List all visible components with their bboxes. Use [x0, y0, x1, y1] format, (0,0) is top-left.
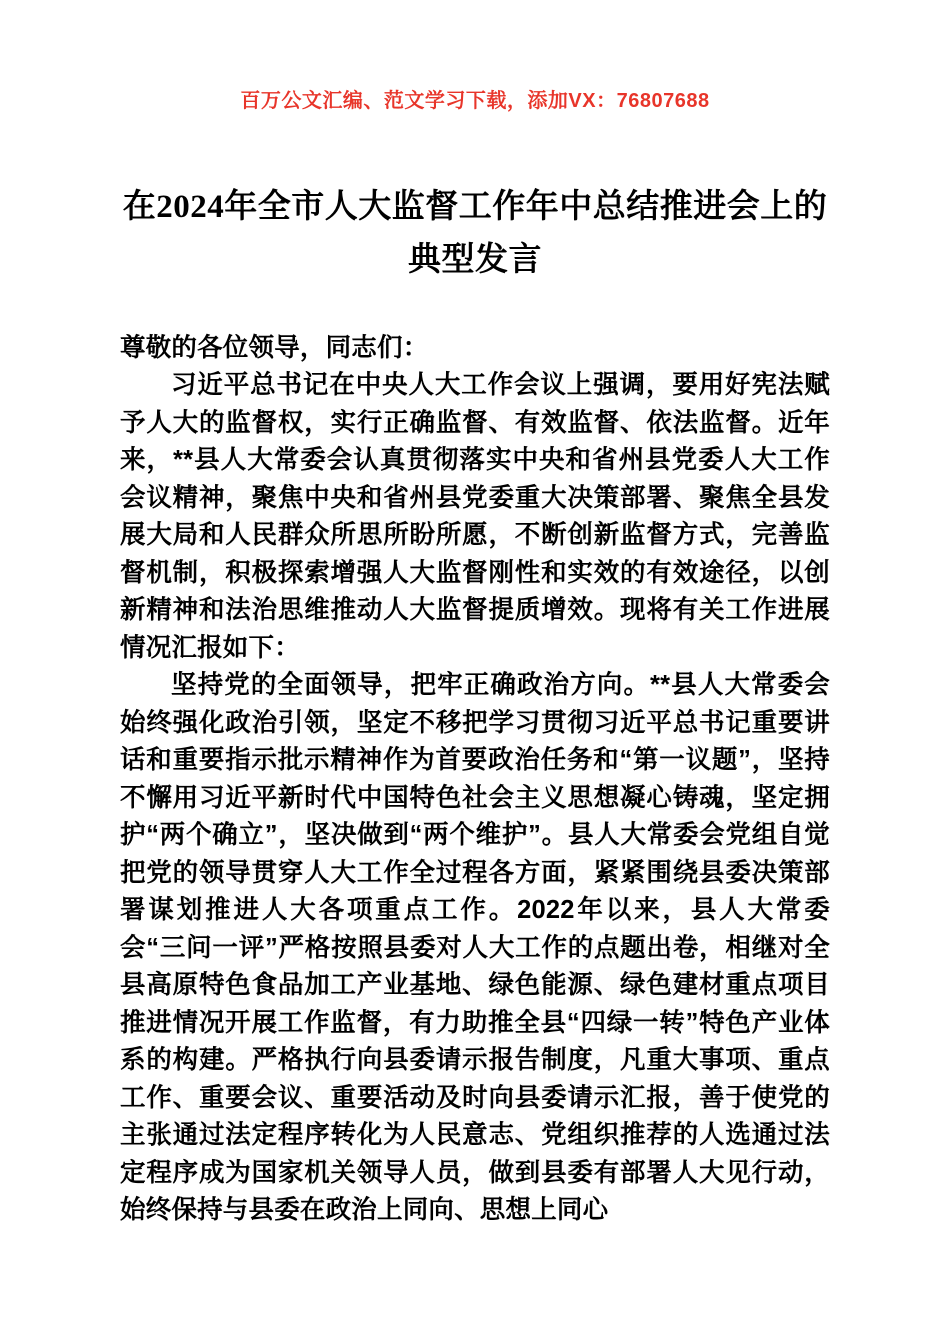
paragraph-2: 坚持党的全面领导，把牢正确政治方向。**县人大常委会始终强化政治引领，坚定不移把学习贯彻习近平总书记重要讲话和重要指示批示精神作为首要政治任务和“第一议题”，坚持不懈用习近平新时代中国特色社会主义思想凝心铸魂，坚定拥护“两个确立”，坚决做到“两个维护”。县人大常委会党组自觉把党的领导贯穿人大工作全过程各方面，紧紧围绕县委决策部署谋划推进人大各项重点工作。2022年以来，县人大常委会“三问一评”严格按照县委对人大工作的点题出卷，相继对全县高原特色食品加工产业基地、绿色能源、绿色建材重点项目推进情况开展工作监督，有力助推全县“四绿一转”特色产业体系的构建。严格执行向县委请示报告制度，凡重大事项、重点工作、重要会议、重要活动及时向县委请示汇报，善于使党的主张通过法定程序转化为人民意志、党组织推荐的人选通过法定程序成为国家机关领导人员，做到县委有部署人大见行动，始终保持与县委在政治上同向、思想上同心 — [120, 671, 830, 1225]
watermark-text: 百万公文汇编、范文学习下载，添加VX：76807688 — [240, 90, 710, 112]
paragraph-salutation: 尊敬的各位领导，同志们： — [120, 333, 429, 362]
paragraph-1: 习近平总书记在中央人大工作会议上强调，要用好宪法赋予人大的监督权，实行正确监督、有效监督、依法监督。近年来，**县人大常委会认真贯彻落实中央和省州县党委人大工作会议精神，聚焦中央和省州县党委重大决策部署、聚焦全县发展大局和人民群众所思所盼所愿，不断创新监督方式，完善监督机制，积极探索增强人大监督刚性和实效的有效途径，以创新精神和法治思维推动人大监督提质增效。现将有关工作进展情况汇报如下： — [120, 371, 830, 662]
page-title: 在2024年全市人大监督工作年中总结推进会上的典型发言 — [122, 189, 828, 279]
document-body — [120, 330, 830, 1230]
